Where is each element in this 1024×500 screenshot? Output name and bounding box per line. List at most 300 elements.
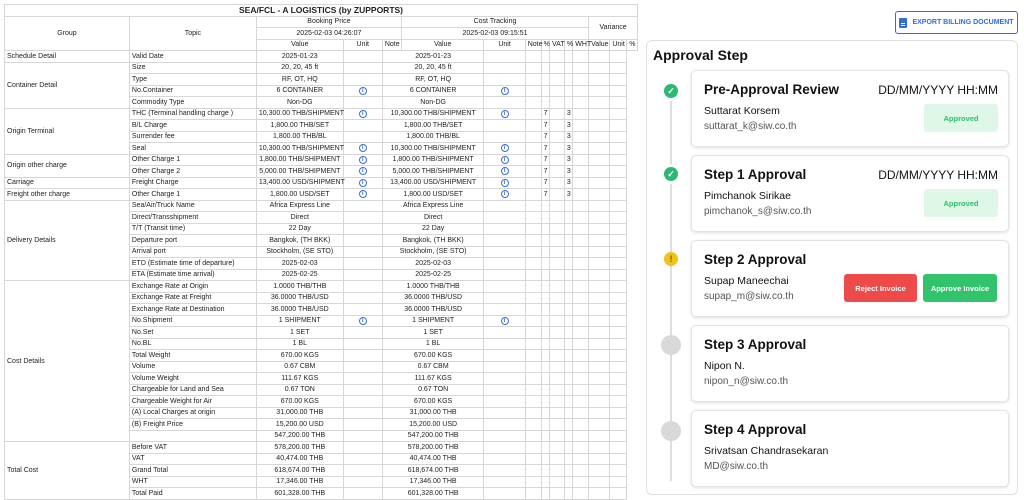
booking-value: 111.67 KGS <box>256 373 343 385</box>
variance-unit <box>589 97 610 109</box>
topic-cell: Total Paid <box>129 488 256 500</box>
booking-value: 601,328.00 THB <box>256 488 343 500</box>
cost-value: 2025-02-25 <box>382 269 484 281</box>
vat-value <box>541 292 549 304</box>
vat-value: 7 <box>541 177 549 189</box>
booking-value: 578,200.00 THB <box>256 442 343 454</box>
topic-cell: Size <box>129 62 256 74</box>
sub-value: Value <box>401 39 484 51</box>
approval-step-card <box>691 155 1009 232</box>
booking-value: Non-DG <box>256 97 343 109</box>
booking-note <box>343 212 382 224</box>
vat-value <box>541 338 549 350</box>
cost-value: 17,346.00 THB <box>382 476 484 488</box>
vat-pct <box>525 62 541 74</box>
booking-value: 20, 20, 45 ft <box>256 62 343 74</box>
vat-pct <box>525 350 541 362</box>
wht-value <box>564 258 572 270</box>
vat-pct <box>525 430 541 442</box>
variance-value <box>573 281 589 293</box>
approve-invoice-button[interactable]: Approve Invoice <box>923 274 997 302</box>
wht-pct <box>550 154 565 166</box>
cost-value: 15,200.00 USD <box>382 419 484 431</box>
vat-value <box>541 246 549 258</box>
step-name: Step 3 Approval <box>704 337 807 352</box>
booking-value: 1,800.00 THB/BL <box>256 131 343 143</box>
wht-pct <box>550 338 565 350</box>
info-icon[interactable]: i <box>501 87 509 95</box>
cost-value: 20, 20, 45 ft <box>382 62 484 74</box>
variance-unit <box>589 108 610 120</box>
cost-value: 578,200.00 THB <box>382 442 484 454</box>
wht-pct <box>550 235 565 247</box>
wht-pct <box>550 258 565 270</box>
info-icon[interactable]: i <box>359 144 367 152</box>
wht-pct <box>550 212 565 224</box>
variance-pct <box>610 143 627 155</box>
booking-note <box>343 488 382 500</box>
variance-value <box>573 315 589 327</box>
booking-note <box>343 269 382 281</box>
cost-note <box>484 407 525 419</box>
variance-unit <box>589 74 610 86</box>
cost-value: Non-DG <box>382 97 484 109</box>
variance-unit <box>589 120 610 132</box>
vat-pct <box>525 177 541 189</box>
vat-value <box>541 430 549 442</box>
booking-value: 10,300.00 THB/SHIPMENT <box>256 108 343 120</box>
booking-price-header: Booking Price <box>256 16 401 28</box>
booking-note <box>343 327 382 339</box>
booking-value: 36.0000 THB/USD <box>256 304 343 316</box>
cost-note <box>484 143 525 155</box>
wht-pct <box>550 373 565 385</box>
approval-step-card <box>691 410 1009 487</box>
variance-pct <box>610 396 627 408</box>
cost-tracking-header: Cost Tracking <box>401 16 588 28</box>
cost-value: 6 CONTAINER <box>382 85 484 97</box>
booking-note <box>343 85 382 97</box>
wht-pct <box>550 74 565 86</box>
cost-note <box>484 74 525 86</box>
topic-cell: Type <box>129 74 256 86</box>
variance-pct <box>610 97 627 109</box>
wht-pct <box>550 442 565 454</box>
booking-note <box>343 235 382 247</box>
wht-pct <box>550 488 565 500</box>
variance-unit <box>589 154 610 166</box>
cost-value: 2025-02-03 <box>382 258 484 270</box>
variance-pct <box>610 62 627 74</box>
variance-unit <box>589 51 610 63</box>
vat-value <box>541 442 549 454</box>
info-icon[interactable]: i <box>359 317 367 325</box>
cost-note <box>484 131 525 143</box>
wht-pct <box>550 430 565 442</box>
variance-pct <box>610 361 627 373</box>
cost-note <box>484 338 525 350</box>
variance-pct <box>610 373 627 385</box>
topic-cell: No.Container <box>129 85 256 97</box>
variance-unit <box>589 373 610 385</box>
topic-cell: No.Shipment <box>129 315 256 327</box>
wht-pct <box>550 292 565 304</box>
topic-cell: Surrender fee <box>129 131 256 143</box>
vat-pct <box>525 246 541 258</box>
vat-pct <box>525 327 541 339</box>
variance-pct <box>610 304 627 316</box>
wht-pct <box>550 108 565 120</box>
sub-var-value: Value <box>589 39 610 51</box>
booking-note <box>343 120 382 132</box>
vat-pct <box>525 97 541 109</box>
table-row <box>5 442 638 454</box>
cost-value: 1 BL <box>382 338 484 350</box>
booking-note <box>343 189 382 201</box>
topic-cell: Exchange Rate at Freight <box>129 292 256 304</box>
wht-pct <box>550 453 565 465</box>
topic-cell: Exchange Rate at Destination <box>129 304 256 316</box>
cost-note <box>484 200 525 212</box>
topic-cell <box>129 430 256 442</box>
wht-pct <box>550 315 565 327</box>
variance-value <box>573 419 589 431</box>
info-icon[interactable]: i <box>359 179 367 187</box>
wht-pct <box>550 246 565 258</box>
cost-note <box>484 212 525 224</box>
approval-step-panel <box>646 40 1018 495</box>
info-icon[interactable]: i <box>501 167 509 175</box>
variance-unit <box>589 292 610 304</box>
variance-unit <box>589 476 610 488</box>
wht-value <box>564 235 572 247</box>
cost-note <box>484 246 525 258</box>
info-icon[interactable]: i <box>501 144 509 152</box>
sub-unit: Unit <box>343 39 382 51</box>
variance-pct <box>610 166 627 178</box>
sub-var-pct: % <box>627 39 638 51</box>
booking-value: 1,800.00 THB/SHIPMENT <box>256 154 343 166</box>
booking-value: 17,346.00 THB <box>256 476 343 488</box>
cost-note <box>484 304 525 316</box>
approver-name: Suttarat Korsem <box>704 105 780 117</box>
cost-note <box>484 166 525 178</box>
col-group-header: Group <box>5 16 130 51</box>
vat-pct <box>525 476 541 488</box>
variance-unit <box>589 143 610 155</box>
cost-value: Direct <box>382 212 484 224</box>
cost-note <box>484 488 525 500</box>
variance-pct <box>610 476 627 488</box>
cost-note <box>484 373 525 385</box>
warning-icon: ! <box>661 249 681 269</box>
variance-unit <box>589 212 610 224</box>
topic-cell: Grand Total <box>129 465 256 477</box>
vat-value: 7 <box>541 189 549 201</box>
variance-unit <box>589 177 610 189</box>
info-icon[interactable]: i <box>359 87 367 95</box>
wht-pct <box>550 120 565 132</box>
variance-unit <box>589 361 610 373</box>
vat-value <box>541 212 549 224</box>
booking-value: 1,800.00 USD/SET <box>256 189 343 201</box>
info-icon[interactable]: i <box>359 190 367 198</box>
wht-value <box>564 223 572 235</box>
booking-value: 618,674.00 THB <box>256 465 343 477</box>
cost-value: 1 SHIPMENT <box>382 315 484 327</box>
vat-value <box>541 74 549 86</box>
booking-note <box>343 407 382 419</box>
group-label: Schedule Detail <box>5 51 130 63</box>
variance-value <box>573 292 589 304</box>
booking-value: 1 SHIPMENT <box>256 315 343 327</box>
wht-pct <box>550 166 565 178</box>
vat-pct <box>525 212 541 224</box>
group-label: Container Detail <box>5 62 130 108</box>
group-label: Cost Details <box>5 281 130 442</box>
wht-pct <box>550 407 565 419</box>
sub-unit: Unit <box>484 39 525 51</box>
wht-value <box>564 396 572 408</box>
info-icon[interactable]: i <box>359 156 367 164</box>
vat-value <box>541 350 549 362</box>
wht-value: 3 <box>564 189 572 201</box>
wht-pct <box>550 200 565 212</box>
approved-badge: Approved <box>924 189 998 217</box>
wht-value: 3 <box>564 166 572 178</box>
booking-value: Direct <box>256 212 343 224</box>
wht-value <box>564 338 572 350</box>
booking-note <box>343 246 382 258</box>
approved-check-icon: ✓ <box>661 164 681 184</box>
topic-cell: VAT <box>129 453 256 465</box>
topic-cell: ETD (Estimate time of departure) <box>129 258 256 270</box>
vat-pct <box>525 419 541 431</box>
variance-value <box>573 62 589 74</box>
reject-invoice-button[interactable]: Reject Invoice <box>844 274 917 302</box>
variance-value <box>573 350 589 362</box>
variance-pct <box>610 85 627 97</box>
cost-note <box>484 235 525 247</box>
variance-unit <box>589 258 610 270</box>
variance-unit <box>589 430 610 442</box>
table-title: SEA/FCL - A LOGISTICS (by ZUPPORTS) <box>5 5 638 17</box>
topic-cell: Volume <box>129 361 256 373</box>
wht-pct <box>550 304 565 316</box>
variance-pct <box>610 200 627 212</box>
info-icon[interactable]: i <box>501 179 509 187</box>
booking-note <box>343 304 382 316</box>
vat-pct <box>525 338 541 350</box>
vat-value: 7 <box>541 108 549 120</box>
vat-value <box>541 235 549 247</box>
info-icon[interactable]: i <box>501 110 509 118</box>
vat-value <box>541 476 549 488</box>
cost-comparison-panel <box>4 4 638 500</box>
wht-value <box>564 62 572 74</box>
wht-pct <box>550 327 565 339</box>
variance-unit <box>589 315 610 327</box>
cost-value: 0.67 TON <box>382 384 484 396</box>
approver-name: Pimchanok Sirikae <box>704 190 791 202</box>
wht-pct <box>550 384 565 396</box>
variance-pct <box>610 51 627 63</box>
wht-value <box>564 51 572 63</box>
cost-value: 10,300.00 THB/SHIPMENT <box>382 108 484 120</box>
vat-pct <box>525 131 541 143</box>
vat-value <box>541 85 549 97</box>
variance-unit <box>589 384 610 396</box>
booking-value: 670.00 KGS <box>256 350 343 362</box>
variance-unit <box>589 338 610 350</box>
table-row <box>5 177 638 189</box>
vat-value <box>541 419 549 431</box>
variance-value <box>573 430 589 442</box>
variance-pct <box>610 292 627 304</box>
booking-note <box>343 292 382 304</box>
vat-pct <box>525 373 541 385</box>
variance-unit <box>589 235 610 247</box>
wht-pct <box>550 465 565 477</box>
variance-pct <box>610 246 627 258</box>
export-billing-document-button[interactable] <box>895 11 1018 34</box>
booking-value: 36.0000 THB/USD <box>256 292 343 304</box>
wht-pct <box>550 281 565 293</box>
info-icon[interactable]: i <box>359 167 367 175</box>
vat-value <box>541 258 549 270</box>
wht-value <box>564 453 572 465</box>
wht-value: 3 <box>564 177 572 189</box>
booking-value: 1.0000 THB/THB <box>256 281 343 293</box>
info-icon[interactable]: i <box>501 190 509 198</box>
variance-pct <box>610 430 627 442</box>
cost-value: Bangkok, (TH BKK) <box>382 235 484 247</box>
variance-value <box>573 223 589 235</box>
step-name: Step 2 Approval <box>704 252 807 267</box>
wht-value: 3 <box>564 143 572 155</box>
info-icon[interactable]: i <box>359 110 367 118</box>
cost-value: 670.00 KGS <box>382 396 484 408</box>
cost-note <box>484 327 525 339</box>
booking-note <box>343 373 382 385</box>
cost-value: 1,800.00 USD/SET <box>382 189 484 201</box>
vat-value <box>541 281 549 293</box>
variance-value <box>573 246 589 258</box>
wht-value <box>564 200 572 212</box>
wht-value <box>564 85 572 97</box>
variance-value <box>573 74 589 86</box>
cost-comparison-table <box>4 4 638 500</box>
cost-value: 601,328.00 THB <box>382 488 484 500</box>
booking-note <box>343 62 382 74</box>
cost-value: 547,200.00 THB <box>382 430 484 442</box>
booking-note <box>343 361 382 373</box>
variance-value <box>573 143 589 155</box>
variance-unit <box>589 269 610 281</box>
wht-value <box>564 465 572 477</box>
variance-value <box>573 361 589 373</box>
booking-note <box>343 430 382 442</box>
wht-value <box>564 419 572 431</box>
vat-value <box>541 453 549 465</box>
vat-value: 7 <box>541 120 549 132</box>
vat-value <box>541 327 549 339</box>
pending-status-icon <box>661 421 681 441</box>
variance-pct <box>610 453 627 465</box>
info-icon[interactable]: i <box>501 156 509 164</box>
wht-value <box>564 292 572 304</box>
cost-note <box>484 292 525 304</box>
vat-pct <box>525 85 541 97</box>
table-row <box>5 200 638 212</box>
cost-note <box>484 51 525 63</box>
variance-unit <box>589 189 610 201</box>
variance-value <box>573 384 589 396</box>
cost-note <box>484 108 525 120</box>
cost-value: 618,674.00 THB <box>382 465 484 477</box>
table-body <box>5 51 638 500</box>
vat-value <box>541 396 549 408</box>
vat-value: 7 <box>541 131 549 143</box>
booking-note <box>343 453 382 465</box>
vat-pct <box>525 453 541 465</box>
cost-note <box>484 350 525 362</box>
approver-name: Supap Maneechai <box>704 275 789 287</box>
topic-cell: Departure port <box>129 235 256 247</box>
table-row <box>5 62 638 74</box>
sub-pct: % <box>564 39 572 51</box>
sub-pct: % <box>541 39 549 51</box>
cost-value: Stockholm, (SE STO) <box>382 246 484 258</box>
group-label: Freight other charge <box>5 189 130 201</box>
approved-badge: Approved <box>924 104 998 132</box>
variance-pct <box>610 74 627 86</box>
wht-pct <box>550 476 565 488</box>
cost-note <box>484 430 525 442</box>
variance-unit <box>589 131 610 143</box>
wht-pct <box>550 62 565 74</box>
cost-value: 10,300.00 THB/SHIPMENT <box>382 143 484 155</box>
vat-pct <box>525 200 541 212</box>
variance-value <box>573 108 589 120</box>
variance-pct <box>610 327 627 339</box>
approval-step-card <box>691 70 1009 147</box>
variance-unit <box>589 62 610 74</box>
cost-note <box>484 177 525 189</box>
table-row <box>5 108 638 120</box>
vat-value <box>541 51 549 63</box>
vat-value <box>541 62 549 74</box>
variance-unit <box>589 453 610 465</box>
booking-value: 13,400.00 USD/SHIPMENT <box>256 177 343 189</box>
cost-note <box>484 258 525 270</box>
variance-unit <box>589 419 610 431</box>
variance-pct <box>610 407 627 419</box>
vat-pct <box>525 189 541 201</box>
variance-pct <box>610 131 627 143</box>
cost-note <box>484 223 525 235</box>
booking-note <box>343 177 382 189</box>
variance-pct <box>610 419 627 431</box>
variance-pct <box>610 269 627 281</box>
info-icon[interactable]: i <box>501 317 509 325</box>
booking-value: 10,300.00 THB/SHIPMENT <box>256 143 343 155</box>
wht-pct <box>550 131 565 143</box>
vat-value: 7 <box>541 154 549 166</box>
cost-value: 2025-01-23 <box>382 51 484 63</box>
variance-unit <box>589 407 610 419</box>
booking-note <box>343 350 382 362</box>
